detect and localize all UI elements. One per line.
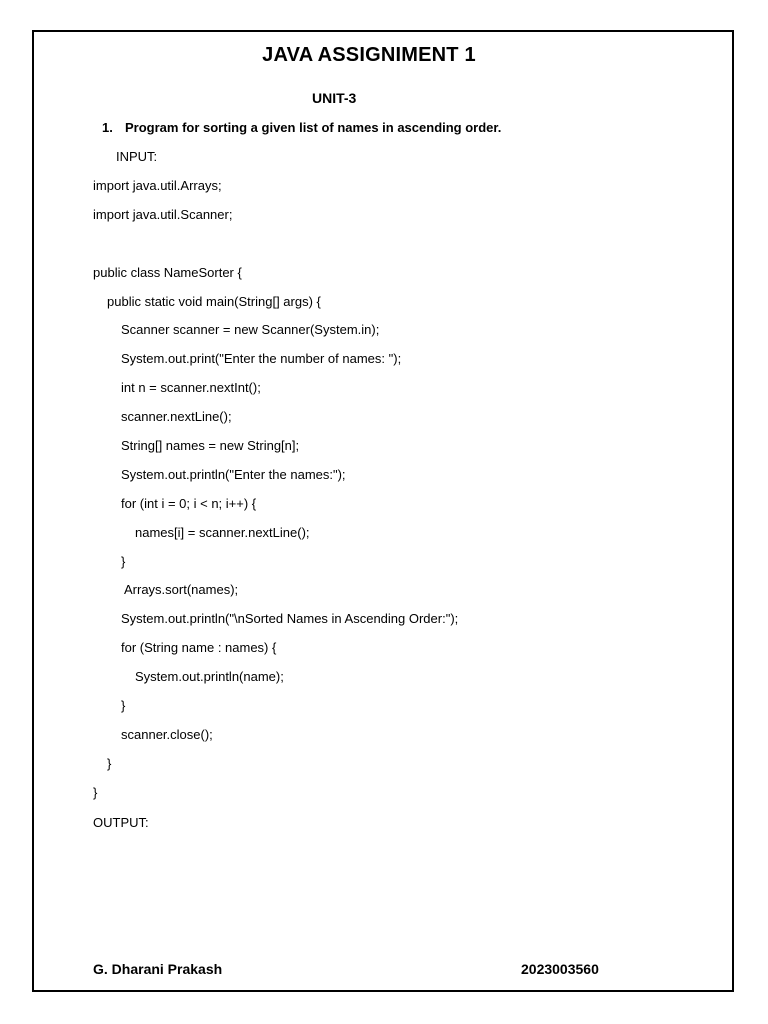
code-line: } [107,755,112,771]
code-line: int n = scanner.nextInt(); [121,380,261,396]
question-text: Program for sorting a given list of names in ascending order. [125,120,502,135]
code-line: public static void main(String[] args) { [107,293,321,309]
code-line: names[i] = scanner.nextLine(); [135,524,310,540]
code-line: scanner.close(); [121,726,213,742]
code-line: System.out.print("Enter the number of names: "); [121,351,402,367]
code-line: for (String name : names) { [121,640,277,656]
question-heading [102,120,501,135]
code-line: } [121,698,126,714]
code-line: System.out.println("\nSorted Names in Ascending Order:"); [121,611,459,627]
output-label: OUTPUT: [93,815,149,830]
footer-roll-number: 2023003560 [521,961,599,977]
code-line: for (int i = 0; i < n; i++) { [121,495,257,511]
footer-author-name: G. Dharani Prakash [93,961,223,977]
unit-heading: UNIT-3 [312,90,357,106]
input-label: INPUT: [116,149,158,164]
question-number: 1. [102,120,113,135]
document-title: JAVA ASSIGNIMENT 1 [262,44,476,66]
code-blank-line [93,236,458,265]
code-line: } [121,553,126,569]
code-line: import java.util.Arrays; [93,178,222,193]
code-line: System.out.println(name); [135,669,284,685]
code-line: Arrays.sort(names); [124,582,239,598]
code-line: scanner.nextLine(); [121,409,232,425]
code-line: Scanner scanner = new Scanner(System.in); [121,322,380,338]
code-line: System.out.println("Enter the names:"); [121,466,346,482]
code-line: public class NameSorter { [93,264,242,280]
code-line: import java.util.Scanner; [93,206,233,222]
code-block [93,178,458,814]
code-line: String[] names = new String[n]; [121,438,300,454]
code-line: } [93,784,98,800]
